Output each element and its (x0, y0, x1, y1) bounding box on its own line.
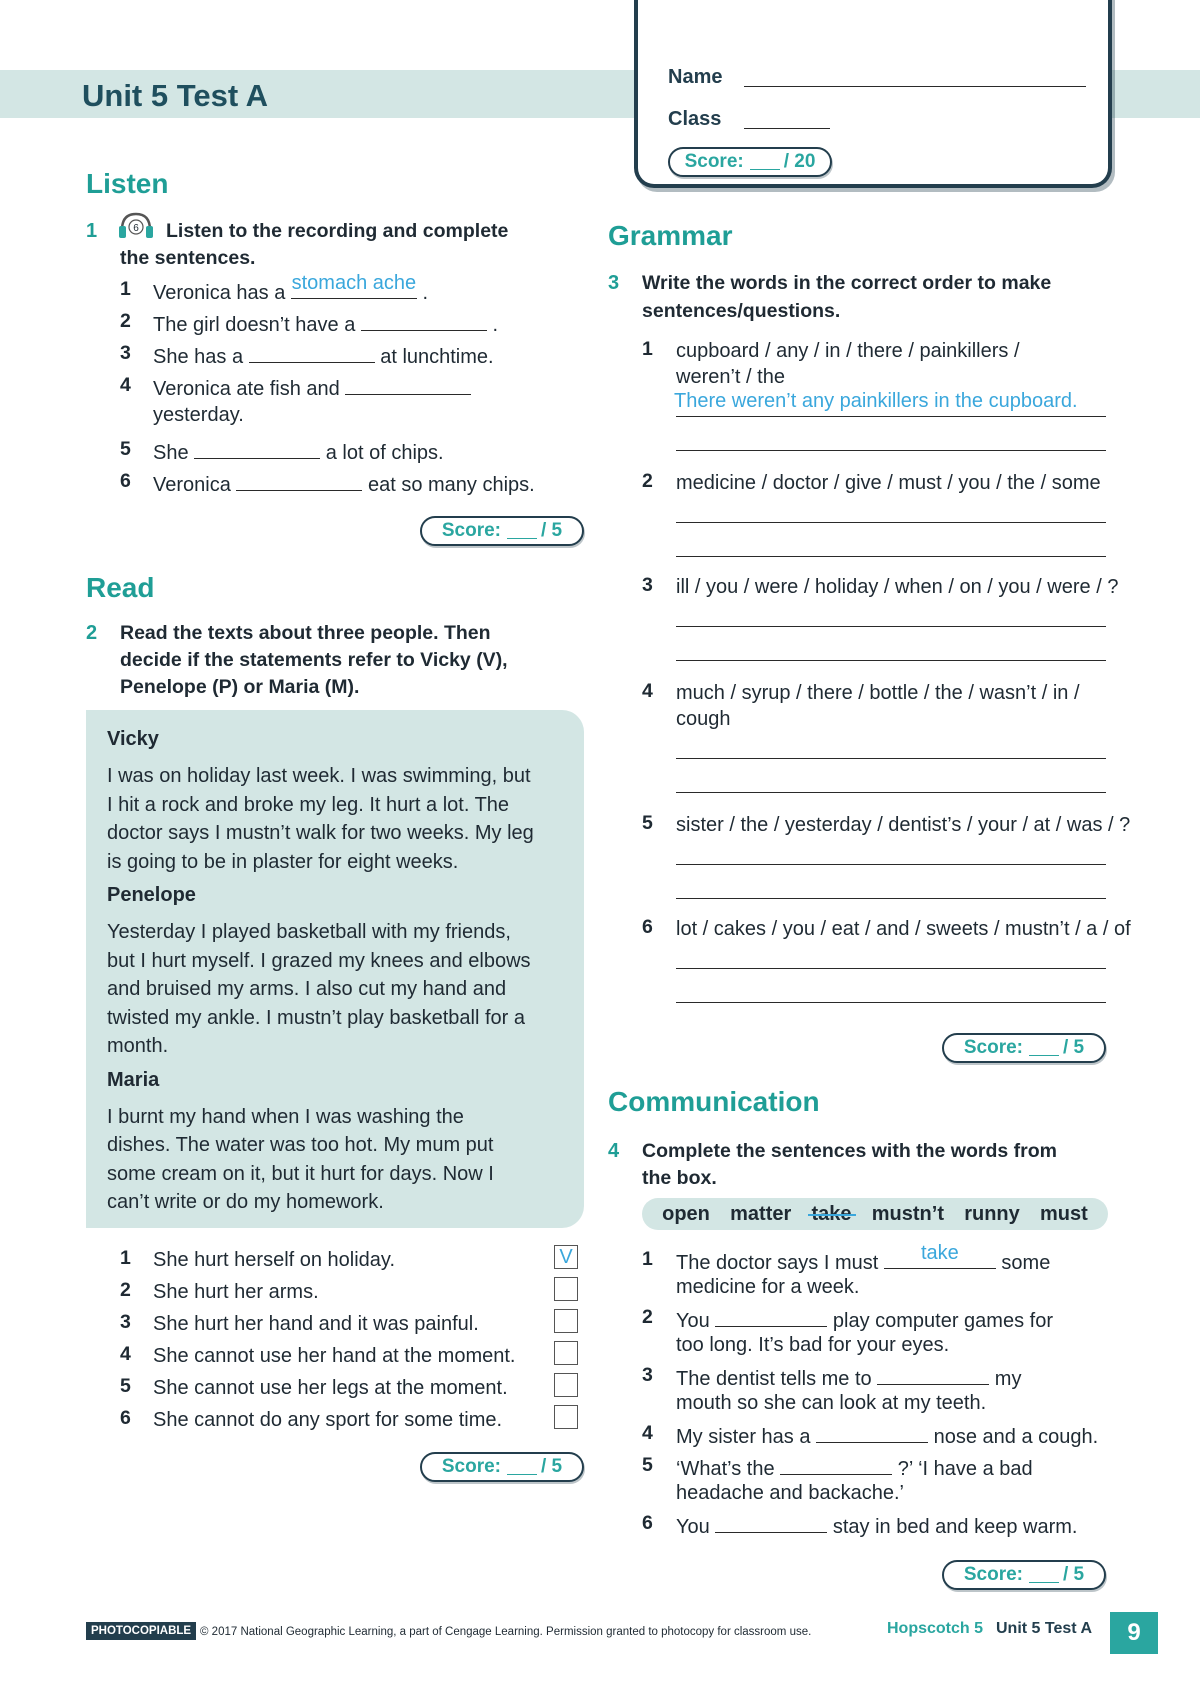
answer-blank[interactable] (715, 1512, 827, 1533)
answer-line[interactable] (676, 522, 1106, 523)
read-heading: Read (86, 572, 155, 603)
item-text: My sister has a (676, 1426, 811, 1448)
grammar-prompt-l2: weren’t / the (676, 366, 785, 388)
communication-score-badge: Score: / 5 (942, 1560, 1106, 1590)
item-text: You (676, 1516, 710, 1538)
listen-item (153, 470, 535, 498)
communication-item-number: 6 (642, 1512, 653, 1534)
grammar-prompt-l2: cough (676, 708, 731, 730)
answer-checkbox[interactable] (554, 1341, 578, 1365)
item-text: . (422, 282, 429, 304)
answer-checkbox[interactable] (554, 1245, 578, 1269)
reading-text-line: I hit a rock and broke my leg. It hurt a lot. The (107, 793, 510, 816)
communication-heading: Communication (608, 1086, 820, 1117)
statement-number: 1 (120, 1247, 131, 1269)
class-field[interactable] (744, 128, 830, 129)
series-name: Hopscotch 5 (887, 1620, 984, 1637)
answer-line[interactable] (676, 660, 1106, 661)
copyright-text: © 2017 National Geographic Learning, a part of Cengage Learning. Permission granted to photocopy for classroom use. (200, 1626, 812, 1638)
listen-instruction-l1: Listen to the recording and complete (166, 220, 509, 242)
grammar-heading: Grammar (608, 220, 733, 251)
answer-checkbox[interactable] (554, 1405, 578, 1429)
page-title: Unit 5 Test A (82, 78, 269, 113)
item-text: nose and a cough. (933, 1426, 1099, 1448)
reading-text-line: but I hurt myself. I grazed my knees and elbows (107, 949, 531, 972)
answer-blank[interactable] (236, 470, 362, 491)
grammar-instruction-l2: sentences/questions. (642, 300, 841, 322)
answer-line[interactable] (676, 758, 1106, 759)
answer-blank[interactable] (249, 342, 375, 363)
communication-instruction-l2: the box. (642, 1167, 717, 1189)
item-text: my (994, 1368, 1022, 1390)
reading-person-name: Vicky (107, 728, 159, 750)
reading-text-line: dishes. The water was too hot. My mum put (107, 1134, 494, 1156)
communication-item-number: 2 (642, 1306, 653, 1328)
communication-item (676, 1422, 1098, 1450)
item-text: She has a (153, 346, 244, 368)
grammar-prompt: cupboard / any / in / there / painkillers / (676, 340, 1020, 362)
item-text: play computer games for (832, 1310, 1053, 1332)
communication-item (676, 1306, 1053, 1334)
answer-line[interactable] (676, 792, 1106, 793)
name-label: Name (668, 66, 723, 88)
answer-text: stomach ache (291, 272, 417, 294)
listen-item (153, 272, 429, 306)
answer-blank[interactable] (715, 1306, 827, 1327)
statement-number: 3 (120, 1311, 131, 1333)
answer-line[interactable] (676, 968, 1106, 969)
listen-item (153, 374, 471, 402)
item-text: Veronica has a (153, 282, 286, 304)
communication-item-l2: medicine for a week. (676, 1276, 860, 1298)
reading-text-line: and bruised my arms. I also cut my hand and (107, 978, 507, 1000)
item-text: You (676, 1310, 710, 1332)
answer-checkbox[interactable] (554, 1373, 578, 1397)
listen-item-number: 4 (120, 374, 131, 396)
answer-blank[interactable] (816, 1422, 928, 1443)
listen-item (153, 310, 498, 338)
statement-number: 6 (120, 1407, 131, 1429)
answer-blank[interactable] (291, 272, 417, 299)
answer-blank[interactable] (884, 1242, 996, 1269)
total-score-badge: Score: / 20 (668, 147, 832, 177)
listen-item-number: 2 (120, 310, 131, 332)
page-number: 9 (1110, 1612, 1158, 1654)
grammar-prompt: much / syrup / there / bottle / the / wasn’t / in / (676, 682, 1080, 704)
word-option: take (811, 1202, 852, 1225)
read-instruction-l3: Penelope (P) or Maria (M). (120, 676, 360, 698)
word-option: runny (964, 1202, 1020, 1225)
communication-item-number: 3 (642, 1364, 653, 1386)
communication-item-number: 5 (642, 1454, 653, 1476)
communication-item (676, 1364, 1021, 1392)
reading-person-name: Penelope (107, 884, 196, 906)
answer-line[interactable] (676, 556, 1106, 557)
listen-instruction-l2: the sentences. (120, 247, 256, 269)
grammar-item-number: 6 (642, 916, 653, 938)
question-number: 3 (608, 272, 620, 294)
question-number: 4 (608, 1140, 620, 1162)
question-number: 2 (86, 622, 98, 644)
grammar-item-number: 5 (642, 812, 653, 834)
item-text: at lunchtime. (380, 346, 494, 368)
communication-item (676, 1242, 1051, 1276)
word-box (642, 1198, 1108, 1230)
read-instruction-l2: decide if the statements refer to Vicky (V), (120, 649, 508, 671)
answer-blank[interactable] (361, 310, 487, 331)
answer-line[interactable] (676, 1002, 1106, 1003)
reading-text-line: is going to be in plaster for eight weeks. (107, 850, 459, 873)
grammar-item-number: 3 (642, 574, 653, 596)
statement-text: She cannot use her legs at the moment. (153, 1377, 508, 1399)
item-text: The doctor says I must (676, 1252, 879, 1274)
item-text: ‘What’s the (676, 1458, 775, 1480)
communication-item (676, 1512, 1077, 1540)
word-option: matter (730, 1202, 792, 1225)
item-text: ?’ ‘I have a bad (897, 1458, 1033, 1480)
item-text: Veronica (153, 474, 231, 496)
listen-item (153, 438, 444, 466)
word-option: open (662, 1202, 710, 1225)
grammar-prompt: sister / the / yesterday / dentist’s / your / at / was / ? (676, 814, 1131, 836)
grammar-score-badge: Score: / 5 (942, 1033, 1106, 1063)
reading-text-line: some cream on it, but it hurt for days. Now I (107, 1162, 494, 1185)
communication-item (676, 1454, 1033, 1482)
item-text: She (153, 442, 189, 464)
communication-item-l2: mouth so she can look at my teeth. (676, 1392, 987, 1414)
item-text: . (492, 314, 499, 336)
item-text: The dentist tells me to (676, 1368, 872, 1390)
answer-line[interactable] (676, 626, 1106, 627)
communication-item-l2: too long. It’s bad for your eyes. (676, 1334, 950, 1356)
listen-heading: Listen (86, 168, 169, 199)
word-option: mustn’t (871, 1202, 944, 1225)
answer-checkbox[interactable] (554, 1309, 578, 1333)
communication-instruction-l1: Complete the sentences with the words from (642, 1140, 1057, 1162)
listen-item (153, 342, 494, 370)
headphones-icon (118, 210, 154, 245)
statement-text: She hurt herself on holiday. (153, 1249, 396, 1271)
track-number: 6 (133, 223, 139, 234)
statement-text: She cannot use her hand at the moment. (153, 1345, 516, 1367)
item-text: Veronica ate fish and (153, 378, 340, 400)
item-text: some (1001, 1252, 1051, 1274)
item-text: eat so many chips. (367, 474, 535, 496)
item-text: The girl doesn’t have a (153, 314, 356, 336)
answer-line[interactable] (676, 864, 1106, 865)
grammar-instruction-l1: Write the words in the correct order to make (642, 272, 1052, 294)
grammar-item-number: 4 (642, 680, 653, 702)
question-number: 1 (86, 220, 98, 242)
listen-item-line2: yesterday. (153, 404, 244, 426)
reading-text-line: month. (107, 1035, 169, 1057)
word-option: must (1040, 1202, 1088, 1225)
statement-number: 4 (120, 1343, 131, 1365)
name-field[interactable] (744, 86, 1086, 87)
statement-text: She cannot do any sport for some time. (153, 1409, 503, 1431)
answer-line[interactable] (676, 898, 1106, 899)
listen-score-badge: Score: / 5 (420, 516, 584, 546)
answer-blank[interactable] (877, 1364, 989, 1385)
grammar-item-number: 2 (642, 470, 653, 492)
reading-text-line: twisted my ankle. I mustn’t play basketball for a (107, 1006, 525, 1029)
statement-text: She hurt her hand and it was painful. (153, 1313, 479, 1335)
communication-item-l2: headache and backache.’ (676, 1482, 904, 1504)
statement-number: 5 (120, 1375, 131, 1397)
grammar-prompt: ill / you / were / holiday / when / on / you / were / ? (676, 576, 1119, 598)
reading-text-line: can’t write or do my homework. (107, 1191, 384, 1213)
statement-text: She hurt her arms. (153, 1281, 319, 1303)
item-text: a lot of chips. (325, 442, 444, 464)
listen-item-number: 1 (120, 278, 131, 300)
reading-person-name: Maria (107, 1068, 160, 1091)
answer-blank[interactable] (194, 438, 320, 459)
listen-item-number: 5 (120, 438, 131, 460)
reading-text-line: doctor says I mustn’t walk for two weeks. My leg (107, 822, 534, 844)
read-instruction-l1: Read the texts about three people. Then (120, 622, 491, 644)
grammar-item-number: 1 (642, 338, 653, 360)
reading-text-line: Yesterday I played basketball with my friends, (107, 921, 511, 943)
communication-item-number: 1 (642, 1248, 653, 1270)
answer-line[interactable] (676, 416, 1106, 417)
read-score-badge: Score: / 5 (420, 1452, 584, 1482)
statement-number: 2 (120, 1279, 131, 1301)
listen-item-number: 6 (120, 470, 131, 492)
answer-blank[interactable] (345, 374, 471, 395)
answer-checkbox[interactable] (554, 1277, 578, 1301)
reading-text-line: I burnt my hand when I was washing the (107, 1105, 464, 1128)
checkbox-answer: V (559, 1245, 573, 1268)
answer-text: take (920, 1242, 959, 1264)
reading-text-line: I was on holiday last week. I was swimming, but (107, 765, 531, 787)
class-label: Class (668, 108, 722, 130)
item-text: stay in bed and keep warm. (832, 1516, 1078, 1538)
communication-item-number: 4 (642, 1422, 653, 1444)
photocopiable-badge: PHOTOCOPIABLE (86, 1622, 196, 1640)
answer-text: There weren’t any painkillers in the cupboard. (674, 390, 1078, 412)
grammar-prompt: medicine / doctor / give / must / you / the / some (676, 472, 1101, 494)
answer-blank[interactable] (780, 1454, 892, 1475)
listen-item-number: 3 (120, 342, 131, 364)
footer-unit: Unit 5 Test A (996, 1620, 1093, 1637)
answer-line[interactable] (676, 450, 1106, 451)
grammar-prompt: lot / cakes / you / eat / and / sweets / mustn’t / a / of (676, 918, 1131, 940)
